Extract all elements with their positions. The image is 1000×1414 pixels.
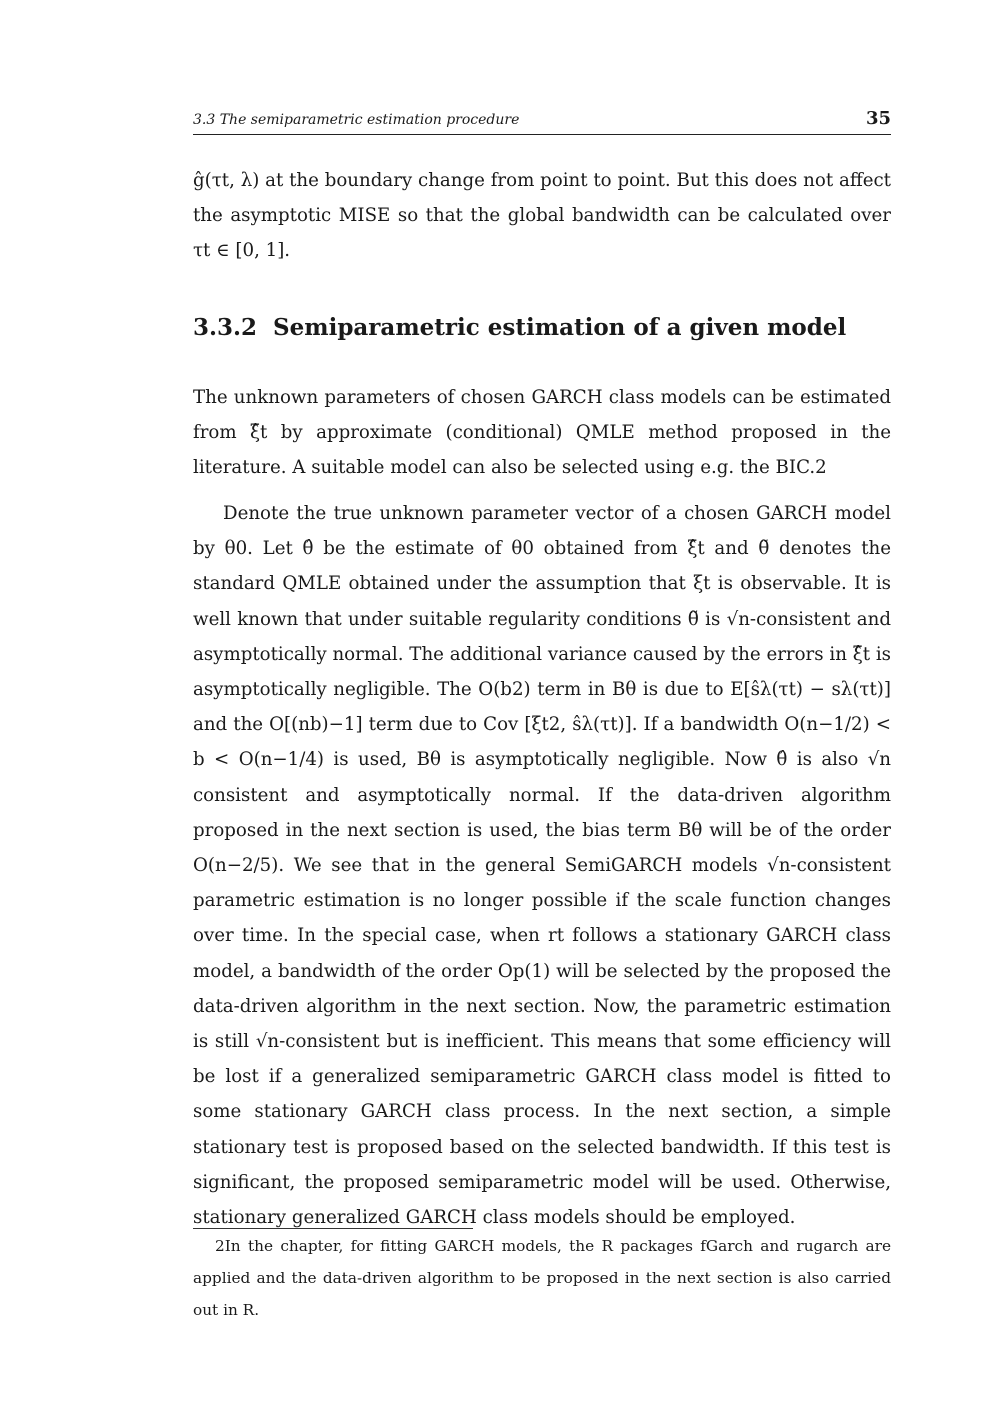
- section-number: 3.3.2: [193, 314, 258, 341]
- footnote-rule: [193, 1228, 473, 1229]
- running-header: [193, 108, 891, 135]
- paragraph-3: Denote the true unknown parameter vector of a chosen GARCH model by θ0. Let θ̂ be the estimate of θ0 obtained from ξ̂t and θ̃ denotes the standard QMLE obtained under the assumption that ξt is observable. It is well known that under suitable regularity conditions θ̃ is √n-consistent and asymptotically normal. The additional variance caused by the errors in ξ̂t is asymptotically negligible. The O(b2) term in Bθ is due to E[ŝλ(τt) − sλ(τt)] and the O[(nb)−1] term due to Cov [ξt2, ŝλ(τt)]. If a bandwidth O(n−1/2) < b < O(n−1/4) is used, Bθ is asymptotically negligible. Now θ̂ is also √n consistent and asymptotically normal. If the data-driven algorithm proposed in the next section is used, the bias term Bθ will be of the order O(n−2/5). We see that in the general SemiGARCH models √n-consistent parametric estimation is no longer possible if the scale function changes over time. In the special case, when rt follows a stationary GARCH class model, a bandwidth of the order Op(1) will be selected by the proposed the data-driven algorithm in the next section. Now, the parametric estimation is still √n-consistent but is inefficient. This means that some efficiency will be lost if a generalized semiparametric GARCH class model is fitted to some stationary GARCH class process. In the next section, a simple stationary test is proposed based on the selected bandwidth. If this test is significant, the proposed semiparametric model will be used. Otherwise, stationary generalized GARCH class models should be employed.: [193, 503, 891, 1229]
- page-number: 35: [865, 108, 891, 129]
- section-title: Semiparametric estimation of a given model: [273, 314, 847, 341]
- footnote: 2In the chapter, for fitting GARCH models, the R packages fGarch and rugarch are applied and the data-driven algorithm to be proposed in the next section is also carried out in R.: [193, 1237, 891, 1319]
- paragraph-2: The unknown parameters of chosen GARCH class models can be estimated from ξ̂t by approximate (conditional) QMLE method proposed in the literature. A suitable model can also be selected using e.g. the BIC.2: [193, 387, 891, 479]
- running-header-title: 3.3 The semiparametric estimation procedure: [193, 112, 520, 128]
- section-heading: [193, 314, 846, 341]
- paragraph-1: ĝ(τt, λ) at the boundary change from point to point. But this does not affect the asymptotic MISE so that the global bandwidth can be calculated over τt ∈ [0, 1].: [193, 170, 891, 262]
